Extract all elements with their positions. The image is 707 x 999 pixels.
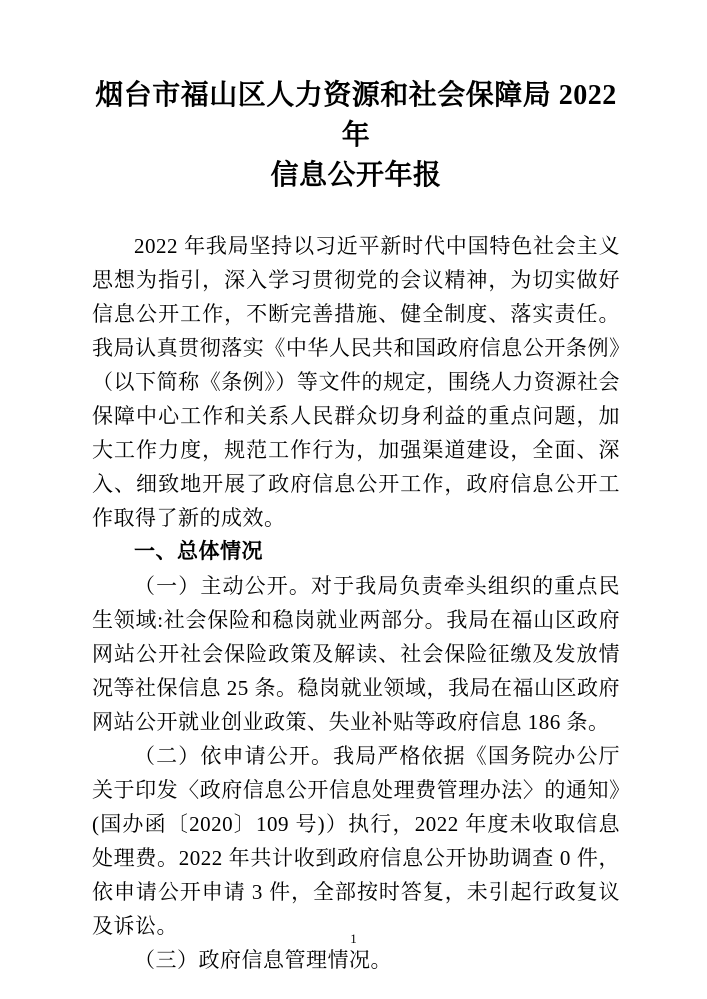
document-title-line-2: 信息公开年报: [270, 160, 442, 191]
document-title: [92, 76, 620, 196]
paragraph: （二）依申请公开。我局严格依据《国务院办公厅关于印发〈政府信息公开信息处理费管理办法〉的通知》(国办函〔2020〕109 号)）执行，2022 年度未收取信息处理费。2022 年共计收到政府信息公开协助调查 0 件，依申请公开申请 3 件，全部按时答复，未引起行政复议及诉讼。: [92, 744, 620, 938]
document-title-line-1: 烟台市福山区人力资源和社会保障局 2022 年: [95, 80, 617, 151]
section-heading: 一、总体情况: [134, 540, 263, 563]
paragraph: （一）主动公开。对于我局负责牵头组织的重点民生领域:社会保险和稳岗就业两部分。我局在福山区政府网站公开社会保险政策及解读、社会保险征缴及发放情况等社保信息 25 条。稳岗就业领域，我局在福山区政府网站公开就业创业政策、失业补贴等政府信息 186 条。: [92, 574, 620, 734]
page-number: 1: [350, 931, 357, 946]
paragraph: （三）政府信息管理情况。: [134, 948, 392, 972]
paragraph: 2022 年我局坚持以习近平新时代中国特色社会主义思想为指引，深入学习贯彻党的会议精神，为切实做好信息公开工作，不断完善措施、健全制度、落实责任。我局认真贯彻落实《中华人民共和国政府信息公开条例》（以下简称《条例》）等文件的规定，围绕人力资源社会保障中心工作和关系人民群众切身利益的重点问题，加大工作力度，规范工作行为，加强渠道建设，全面、深入、细致地开展了政府信息公开工作，政府信息公开工作取得了新的成效。: [92, 234, 620, 530]
document-body: [92, 229, 620, 977]
